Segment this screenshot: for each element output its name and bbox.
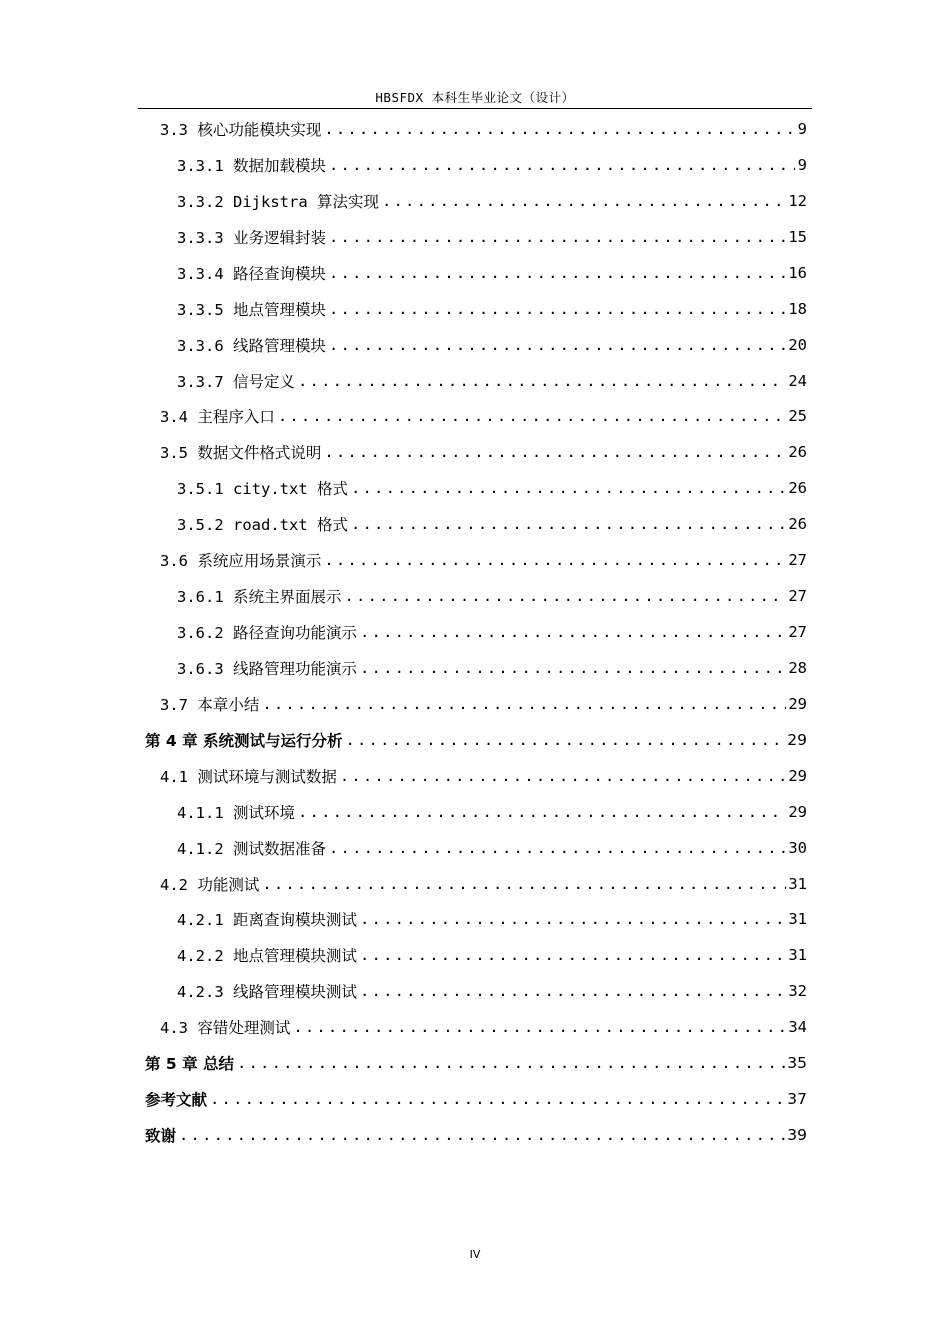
toc-dot-leader <box>298 372 786 390</box>
toc-entry[interactable] <box>177 471 807 505</box>
toc-entry[interactable] <box>160 1010 807 1044</box>
toc-entry-page: 9 <box>797 155 807 174</box>
toc-dot-leader <box>340 767 787 785</box>
toc-entry[interactable] <box>160 112 807 146</box>
toc-entry-label: 4.2.2 地点管理模块测试 <box>177 944 358 966</box>
toc-entry-page: 26 <box>788 479 807 498</box>
toc-dot-leader <box>329 264 786 282</box>
toc-entry-page: 29 <box>788 802 807 821</box>
toc-entry-label: 3.6.2 路径查询功能演示 <box>177 621 358 643</box>
toc-entry-page: 29 <box>787 730 807 749</box>
toc-dot-leader <box>360 910 786 928</box>
toc-entry[interactable] <box>145 1046 807 1080</box>
toc-entry-page: 37 <box>787 1090 807 1109</box>
toc-entry[interactable] <box>177 974 807 1008</box>
toc-entry-page: 15 <box>788 227 807 246</box>
toc-dot-leader <box>329 300 786 318</box>
toc-dot-leader <box>278 407 787 425</box>
toc-entry[interactable] <box>177 184 807 218</box>
toc-entry-page: 24 <box>788 371 807 390</box>
toc-entry-page: 35 <box>787 1054 807 1073</box>
toc-entry-label: 4.2.3 线路管理模块测试 <box>177 980 358 1002</box>
toc-dot-leader <box>329 336 786 354</box>
toc-entry[interactable] <box>160 399 807 433</box>
toc-entry-label: 4.2.1 距离查询模块测试 <box>177 908 358 930</box>
toc-entry-page: 31 <box>788 910 807 929</box>
toc-dot-leader <box>179 1126 785 1144</box>
toc-entry-page: 29 <box>788 694 807 713</box>
toc-dot-leader <box>237 1054 785 1072</box>
toc-dot-leader <box>324 120 795 138</box>
toc-entry-page: 27 <box>788 551 807 570</box>
toc-entry-label: 第 4 章 系统测试与运行分析 <box>145 729 343 751</box>
toc-entry[interactable] <box>160 867 807 901</box>
toc-entry[interactable] <box>177 795 807 829</box>
toc-dot-leader <box>262 695 786 713</box>
toc-dot-leader <box>382 192 786 210</box>
toc-entry-page: 30 <box>788 838 807 857</box>
toc-entry-page: 26 <box>788 515 807 534</box>
toc-entry-page: 9 <box>797 120 807 138</box>
toc-entry-page: 16 <box>788 263 807 282</box>
toc-entry-label: 3.3.6 线路管理模块 <box>177 334 327 356</box>
toc-entry-page: 29 <box>788 766 807 785</box>
toc-entry-label: 3.5.1 city.txt 格式 <box>177 477 349 499</box>
toc-entry-label: 4.2 功能测试 <box>160 873 260 895</box>
toc-dot-leader <box>351 515 786 533</box>
toc-dot-leader <box>360 659 786 677</box>
toc-entry-page: 28 <box>788 658 807 677</box>
toc-dot-leader <box>262 875 786 893</box>
toc-entry-page: 25 <box>788 407 807 426</box>
toc-entry-label: 3.3.7 信号定义 <box>177 370 296 392</box>
toc-entry-label: 致谢 <box>145 1124 177 1146</box>
toc-dot-leader <box>345 587 787 605</box>
toc-entry[interactable] <box>177 902 807 936</box>
toc-entry-label: 4.1.2 测试数据准备 <box>177 837 327 859</box>
toc-entry-label: 3.4 主程序入口 <box>160 405 276 427</box>
page-header-title: HBSFDX 本科生毕业论文（设计） <box>375 90 575 105</box>
toc-dot-leader <box>360 623 786 641</box>
toc-dot-leader <box>329 156 795 174</box>
toc-entry-page: 18 <box>788 299 807 318</box>
toc-entry-label: 3.5.2 road.txt 格式 <box>177 513 349 535</box>
toc-entry-label: 3.7 本章小结 <box>160 693 260 715</box>
toc-entry[interactable] <box>160 435 807 469</box>
toc-dot-leader <box>293 1018 786 1036</box>
toc-entry-page: 31 <box>788 874 807 893</box>
toc-entry-label: 3.3.5 地点管理模块 <box>177 298 327 320</box>
toc-entry-label: 参考文献 <box>145 1088 208 1110</box>
toc-entry[interactable] <box>160 759 807 793</box>
toc-entry[interactable] <box>177 831 807 865</box>
toc-entry-page: 39 <box>787 1126 807 1145</box>
toc-entry[interactable] <box>177 148 807 182</box>
toc-entry-label: 3.3.1 数据加载模块 <box>177 154 327 176</box>
toc-entry[interactable] <box>177 615 807 649</box>
toc-entry[interactable] <box>177 651 807 685</box>
toc-entry[interactable] <box>160 543 807 577</box>
toc-entry[interactable] <box>177 328 807 362</box>
toc-entry[interactable] <box>145 1082 807 1116</box>
toc-entry[interactable] <box>177 292 807 326</box>
toc-entry-page: 34 <box>788 1018 807 1037</box>
toc-dot-leader <box>210 1090 785 1108</box>
toc-dot-leader <box>324 551 786 569</box>
toc-entry-label: 4.1.1 测试环境 <box>177 801 296 823</box>
toc-entry[interactable] <box>177 507 807 541</box>
toc-entry[interactable] <box>177 579 807 613</box>
toc-entry-page: 27 <box>788 623 807 642</box>
toc-entry-label: 3.3 核心功能模块实现 <box>160 118 322 140</box>
toc-entry[interactable] <box>177 256 807 290</box>
toc-entry[interactable] <box>160 687 807 721</box>
toc-entry-label: 3.3.3 业务逻辑封装 <box>177 226 327 248</box>
toc-entry-label: 3.3.2 Dijkstra 算法实现 <box>177 190 380 212</box>
toc-entry-page: 26 <box>788 443 807 462</box>
toc-dot-leader <box>324 443 786 461</box>
toc-entry-label: 3.5 数据文件格式说明 <box>160 441 322 463</box>
toc-entry-page: 32 <box>788 982 807 1001</box>
toc-entry-label: 第 5 章 总结 <box>145 1052 235 1074</box>
toc-dot-leader <box>360 982 786 1000</box>
toc-entry[interactable] <box>145 723 807 757</box>
toc-entry-label: 4.3 容错处理测试 <box>160 1016 291 1038</box>
toc-entry-label: 3.3.4 路径查询模块 <box>177 262 327 284</box>
toc-entry-page: 20 <box>788 335 807 354</box>
toc-entry-label: 3.6.3 线路管理功能演示 <box>177 657 358 679</box>
toc-dot-leader <box>360 946 786 964</box>
toc-entry[interactable] <box>145 1118 807 1152</box>
toc-dot-leader <box>329 839 786 857</box>
toc-entry-page: 12 <box>788 191 807 210</box>
toc-entry[interactable] <box>177 364 807 398</box>
page-number: IV <box>469 1248 481 1261</box>
toc-entry-page: 27 <box>788 587 807 606</box>
toc-entry[interactable] <box>177 938 807 972</box>
toc-dot-leader <box>298 803 786 821</box>
toc-dot-leader <box>351 479 786 497</box>
toc-entry-label: 3.6.1 系统主界面展示 <box>177 585 343 607</box>
header-rule <box>138 108 812 109</box>
toc-dot-leader <box>345 731 785 749</box>
toc-entry-label: 3.6 系统应用场景演示 <box>160 549 322 571</box>
toc-entry-label: 4.1 测试环境与测试数据 <box>160 765 338 787</box>
toc-entry[interactable] <box>177 220 807 254</box>
toc-dot-leader <box>329 228 786 246</box>
toc-entry-page: 31 <box>788 946 807 965</box>
